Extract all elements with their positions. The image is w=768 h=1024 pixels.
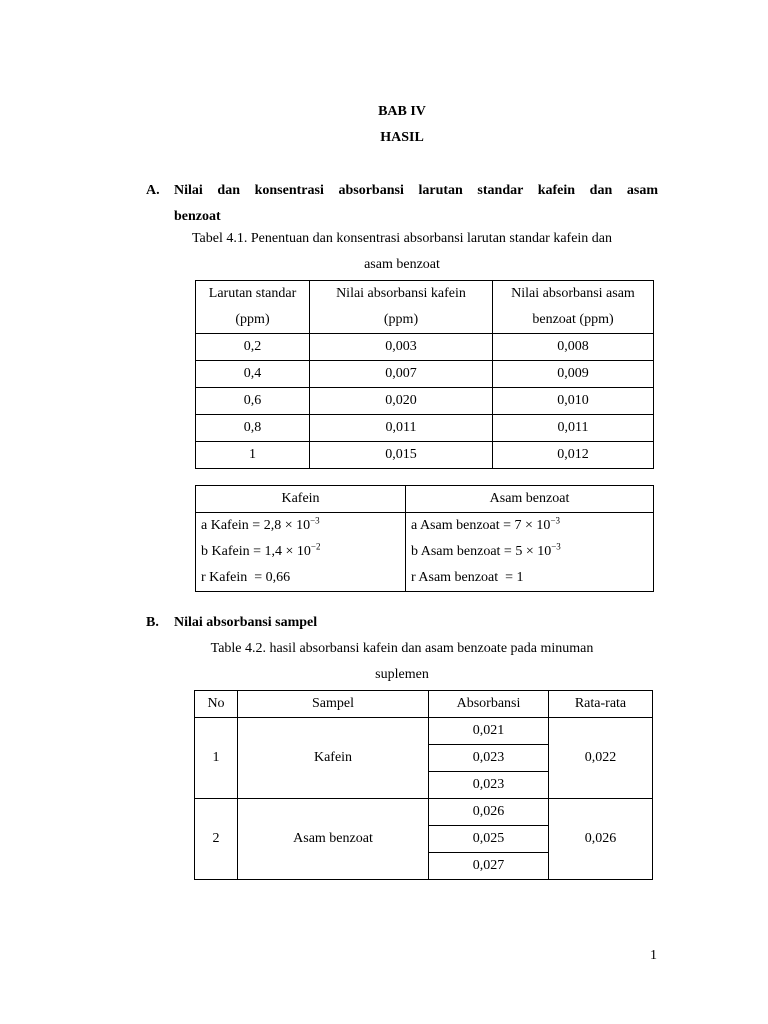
- chapter-number: BAB IV: [378, 104, 426, 119]
- kafein-a-value: a Kafein = $2,8 \times 10^{-3}$: [201, 515, 320, 533]
- table-row: [195, 718, 653, 745]
- table-row: [196, 334, 654, 361]
- header-cell: Nilai absorbansi asam benzoat (ppm): [493, 281, 654, 334]
- table-cell: 0,011: [493, 415, 654, 442]
- table-cell: 0,008: [493, 334, 654, 361]
- table-cell: 0,007: [310, 361, 493, 388]
- table-row: [196, 361, 654, 388]
- table-cell: 0,2: [196, 334, 310, 361]
- sample-absorbance-table: [194, 690, 653, 880]
- table1-caption-line2: asam benzoat: [364, 257, 440, 272]
- header-cell: Sampel: [238, 691, 429, 718]
- section-a-title-line2: benzoat: [174, 209, 221, 224]
- section-b-letter: B.: [146, 615, 159, 630]
- benzoat-r-value: r Asam benzoat = 1: [411, 570, 524, 585]
- table-row: [196, 513, 654, 592]
- table3-caption-line2: suplemen: [375, 667, 429, 682]
- absorbance-value: 0,027: [429, 853, 549, 880]
- header-cell-asam-benzoat: Asam benzoat: [406, 486, 654, 513]
- mean-value: 0,022: [549, 718, 653, 799]
- table1-caption-line1: Tabel 4.1. Penentuan dan konsentrasi absorbansi larutan standar kafein dan: [191, 231, 613, 246]
- section-a-letter: A.: [146, 183, 160, 198]
- sample-name: Kafein: [238, 718, 429, 799]
- table-cell: 0,8: [196, 415, 310, 442]
- page-number: 1: [650, 948, 657, 963]
- header-cell-kafein: Kafein: [196, 486, 406, 513]
- absorbance-value: 0,023: [429, 772, 549, 799]
- table-header-row: [196, 281, 654, 334]
- absorbance-value: 0,023: [429, 745, 549, 772]
- sample-number: 1: [195, 718, 238, 799]
- table-cell: 0,009: [493, 361, 654, 388]
- section-b-title: Nilai absorbansi sampel: [174, 615, 318, 630]
- table-cell: 0,015: [310, 442, 493, 469]
- table-row: [195, 799, 653, 826]
- absorbance-value: 0,021: [429, 718, 549, 745]
- kafein-b-value: b Kafein = $1,4 \times 10^{-2}$: [201, 541, 321, 559]
- table3-caption-line1: Table 4.2. hasil absorbansi kafein dan asam benzoate pada minuman: [210, 641, 594, 656]
- benzoat-a-value: a Asam benzoat = $7 \times 10^{-3}$: [411, 515, 561, 533]
- section-a-title-line1: Nilai dan konsentrasi absorbansi larutan standar kafein dan asam: [174, 183, 658, 198]
- sample-number: 2: [195, 799, 238, 880]
- standard-solution-table: [195, 280, 654, 469]
- regression-table: [195, 485, 654, 592]
- chapter-title: HASIL: [380, 130, 424, 145]
- absorbance-value: 0,026: [429, 799, 549, 826]
- kafein-r-value: r Kafein = 0,66: [201, 570, 291, 585]
- table-cell: 0,020: [310, 388, 493, 415]
- table-row: [196, 442, 654, 469]
- table-cell: 0,012: [493, 442, 654, 469]
- table-row: [196, 388, 654, 415]
- benzoat-b-value: b Asam benzoat = $5 \times 10^{-3}$: [411, 541, 561, 559]
- table-cell: 0,003: [310, 334, 493, 361]
- table-header-row: [195, 691, 653, 718]
- header-cell: No: [195, 691, 238, 718]
- header-cell: Absorbansi: [429, 691, 549, 718]
- table-header-row: [196, 486, 654, 513]
- absorbance-value: 0,025: [429, 826, 549, 853]
- header-cell: Nilai absorbansi kafein (ppm): [310, 281, 493, 334]
- table-cell: 0,011: [310, 415, 493, 442]
- header-cell: Larutan standar (ppm): [196, 281, 310, 334]
- sample-name: Asam benzoat: [238, 799, 429, 880]
- table-cell: 1: [196, 442, 310, 469]
- table-cell: 0,4: [196, 361, 310, 388]
- benzoat-regression-cell: [406, 513, 654, 592]
- header-cell: Rata-rata: [549, 691, 653, 718]
- mean-value: 0,026: [549, 799, 653, 880]
- table-cell: 0,6: [196, 388, 310, 415]
- kafein-regression-cell: [196, 513, 406, 592]
- table-row: [196, 415, 654, 442]
- table-cell: 0,010: [493, 388, 654, 415]
